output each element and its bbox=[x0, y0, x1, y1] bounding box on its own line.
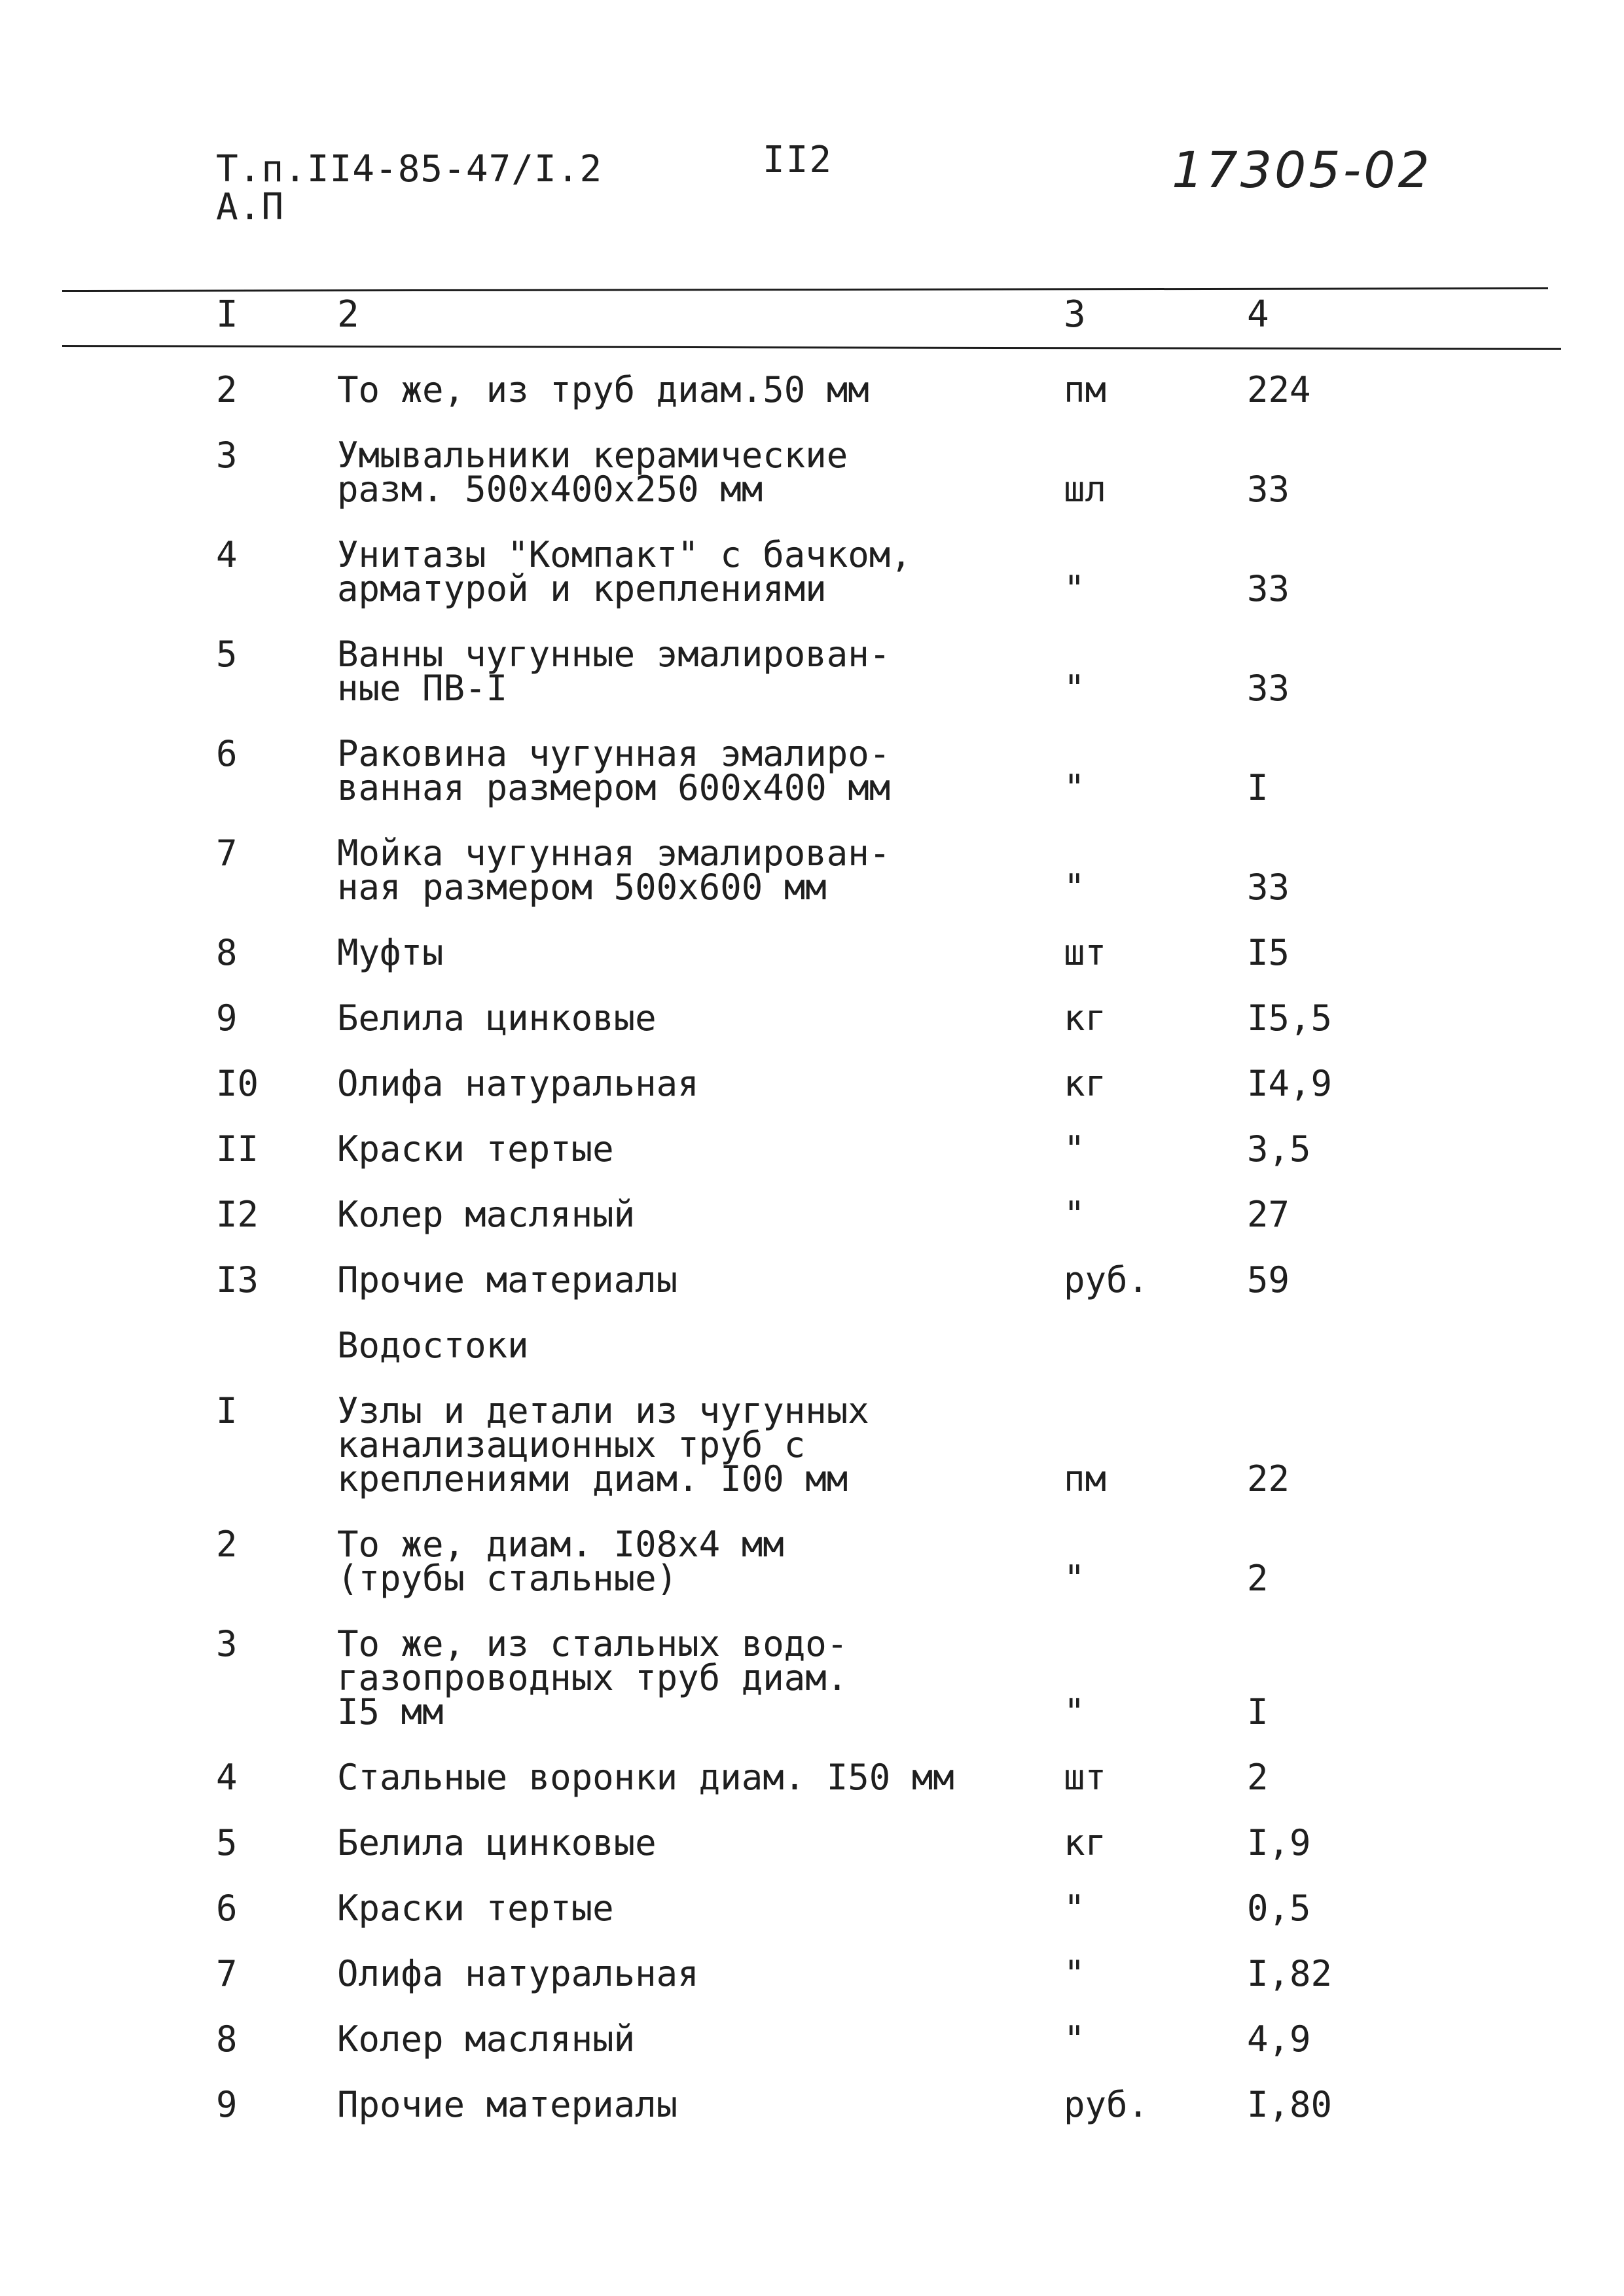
page-number: II2 bbox=[763, 139, 833, 181]
row-item-name-line: креплениями диам. I00 мм bbox=[337, 1458, 848, 1499]
row-item-name-line: I5 мм bbox=[337, 1691, 444, 1732]
row-number: 3 bbox=[216, 1623, 238, 1664]
row-unit: кг bbox=[1064, 1822, 1107, 1863]
row-item-name bbox=[337, 997, 657, 1039]
row-item-name-line: Краски тертые bbox=[337, 1888, 614, 1929]
row-item-name bbox=[337, 435, 848, 510]
document-code bbox=[216, 148, 603, 228]
row-item-name-line: (трубы стальные) bbox=[337, 1558, 678, 1599]
row-unit: " bbox=[1064, 668, 1085, 709]
row-item-name bbox=[337, 1953, 699, 1994]
row-quantity: 0,5 bbox=[1247, 1888, 1311, 1929]
row-quantity: 33 bbox=[1247, 867, 1290, 908]
row-number: 7 bbox=[216, 833, 238, 874]
row-item-name-line: Раковина чугунная эмалиро- bbox=[337, 733, 891, 774]
row-quantity: 59 bbox=[1247, 1259, 1290, 1300]
row-item-name-line: То же, диам. I08х4 мм bbox=[337, 1524, 784, 1565]
column-header-4: 4 bbox=[1247, 293, 1269, 336]
row-unit: " bbox=[1064, 1194, 1085, 1235]
row-unit: пм bbox=[1064, 1458, 1107, 1499]
row-number: 7 bbox=[216, 1953, 238, 1994]
row-item-name-line: Олифа натуральная bbox=[337, 1063, 699, 1104]
row-item-name-line: ная размером 500х600 мм bbox=[337, 867, 827, 908]
row-number: I2 bbox=[216, 1194, 259, 1235]
row-item-name bbox=[337, 1524, 784, 1599]
row-item-name bbox=[337, 369, 869, 410]
row-item-name-line: Колер масляный bbox=[337, 2018, 636, 2060]
row-quantity: 4,9 bbox=[1247, 2018, 1311, 2060]
row-quantity: I,80 bbox=[1247, 2084, 1333, 2125]
row-quantity: 33 bbox=[1247, 568, 1290, 609]
row-quantity: I,9 bbox=[1247, 1822, 1311, 1863]
row-item-name bbox=[337, 932, 444, 973]
row-item-name-line: Прочие материалы bbox=[337, 2084, 678, 2125]
row-number: 9 bbox=[216, 2084, 238, 2125]
row-number: 6 bbox=[216, 733, 238, 774]
row-unit: " bbox=[1064, 767, 1085, 808]
document-code-line-2: А.П bbox=[216, 186, 285, 228]
row-unit: " bbox=[1064, 568, 1085, 609]
row-quantity: I5 bbox=[1247, 932, 1290, 973]
row-unit: " bbox=[1064, 1888, 1085, 1929]
row-number: 3 bbox=[216, 435, 238, 476]
row-quantity: 2 bbox=[1247, 1558, 1269, 1599]
row-item-name-line: Белила цинковые bbox=[337, 997, 657, 1039]
row-number: II bbox=[216, 1128, 259, 1170]
row-unit: руб. bbox=[1064, 1259, 1149, 1300]
row-item-name bbox=[337, 2018, 636, 2060]
row-quantity: 33 bbox=[1247, 668, 1290, 709]
row-number: I3 bbox=[216, 1259, 259, 1300]
row-unit: пм bbox=[1064, 369, 1107, 410]
row-item-name bbox=[337, 1194, 636, 1235]
row-item-name bbox=[337, 1623, 848, 1732]
row-item-name-line: Водостоки bbox=[337, 1325, 529, 1366]
row-item-name-line: Белила цинковые bbox=[337, 1822, 657, 1863]
row-quantity: I bbox=[1247, 1691, 1269, 1732]
row-item-name bbox=[337, 1757, 954, 1798]
row-item-name bbox=[337, 534, 912, 609]
row-item-name-line: То же, из труб диам.50 мм bbox=[337, 369, 869, 410]
row-quantity: 27 bbox=[1247, 1194, 1290, 1235]
row-number: 9 bbox=[216, 997, 238, 1039]
row-number: 8 bbox=[216, 932, 238, 973]
row-quantity: I4,9 bbox=[1247, 1063, 1333, 1104]
row-item-name bbox=[337, 833, 891, 908]
row-quantity: 33 bbox=[1247, 469, 1290, 510]
row-quantity: I,82 bbox=[1247, 1953, 1333, 1994]
column-header-1: I bbox=[216, 293, 238, 336]
row-unit: " bbox=[1064, 2018, 1085, 2060]
row-quantity: 22 bbox=[1247, 1458, 1290, 1499]
row-item-name-line: Узлы и детали из чугунных bbox=[337, 1390, 869, 1431]
row-item-name-line: разм. 500х400х250 мм bbox=[337, 469, 763, 510]
table-header-rule bbox=[62, 345, 1561, 350]
row-unit: шл bbox=[1064, 469, 1107, 510]
row-item-name-line: То же, из стальных водо- bbox=[337, 1623, 848, 1664]
row-item-name-line: Стальные воронки диам. I50 мм bbox=[337, 1757, 954, 1798]
row-unit: " bbox=[1064, 1691, 1085, 1732]
row-item-name-line: Умывальники керамические bbox=[337, 435, 848, 476]
row-item-name-line: Унитазы "Компакт" с бачком, bbox=[337, 534, 912, 575]
row-unit: шт bbox=[1064, 1757, 1107, 1798]
row-unit: " bbox=[1064, 1128, 1085, 1170]
row-quantity: 3,5 bbox=[1247, 1128, 1311, 1170]
row-unit: шт bbox=[1064, 932, 1107, 973]
row-quantity: I bbox=[1247, 767, 1269, 808]
row-number: 5 bbox=[216, 634, 238, 675]
row-item-name bbox=[337, 733, 891, 808]
row-quantity: 224 bbox=[1247, 369, 1311, 410]
row-number: 6 bbox=[216, 1888, 238, 1929]
row-item-name-line: Муфты bbox=[337, 932, 444, 973]
row-item-name bbox=[337, 1822, 657, 1863]
row-item-name-line: арматурой и креплениями bbox=[337, 568, 827, 609]
row-number: 4 bbox=[216, 1757, 238, 1798]
row-item-name bbox=[337, 1325, 529, 1366]
row-item-name-line: газопроводных труб диам. bbox=[337, 1657, 848, 1698]
row-item-name-line: ные ПВ-I bbox=[337, 668, 508, 709]
row-unit: руб. bbox=[1064, 2084, 1149, 2125]
row-unit: " bbox=[1064, 1953, 1085, 1994]
row-item-name bbox=[337, 1128, 614, 1170]
row-number: 8 bbox=[216, 2018, 238, 2060]
row-quantity: I5,5 bbox=[1247, 997, 1333, 1039]
document-number: 17305-02 bbox=[1172, 141, 1432, 199]
row-number: 2 bbox=[216, 1524, 238, 1565]
row-unit: кг bbox=[1064, 997, 1107, 1039]
table-top-rule bbox=[62, 287, 1548, 292]
row-item-name bbox=[337, 1063, 699, 1104]
row-item-name-line: Ванны чугунные эмалирован- bbox=[337, 634, 891, 675]
row-item-name bbox=[337, 2084, 678, 2125]
row-item-name-line: Олифа натуральная bbox=[337, 1953, 699, 1994]
document-code-line-1: Т.п.II4-85-47/I.2 bbox=[216, 148, 603, 190]
row-item-name bbox=[337, 634, 891, 709]
row-number: 4 bbox=[216, 534, 238, 575]
row-item-name-line: Прочие материалы bbox=[337, 1259, 678, 1300]
row-unit: кг bbox=[1064, 1063, 1107, 1104]
row-item-name bbox=[337, 1259, 678, 1300]
row-item-name bbox=[337, 1888, 614, 1929]
row-item-name-line: ванная размером 600х400 мм bbox=[337, 767, 891, 808]
row-number: I0 bbox=[216, 1063, 259, 1104]
row-quantity: 2 bbox=[1247, 1757, 1269, 1798]
row-item-name-line: Краски тертые bbox=[337, 1128, 614, 1170]
row-item-name-line: канализационных труб с bbox=[337, 1424, 806, 1465]
column-header-3: 3 bbox=[1064, 293, 1086, 336]
row-unit: " bbox=[1064, 867, 1085, 908]
row-item-name-line: Мойка чугунная эмалирован- bbox=[337, 833, 891, 874]
row-item-name-line: Колер масляный bbox=[337, 1194, 636, 1235]
column-header-2: 2 bbox=[337, 293, 359, 336]
row-unit: " bbox=[1064, 1558, 1085, 1599]
row-number: 5 bbox=[216, 1822, 238, 1863]
row-item-name bbox=[337, 1390, 869, 1499]
row-number: I bbox=[216, 1390, 238, 1431]
row-number: 2 bbox=[216, 369, 238, 410]
